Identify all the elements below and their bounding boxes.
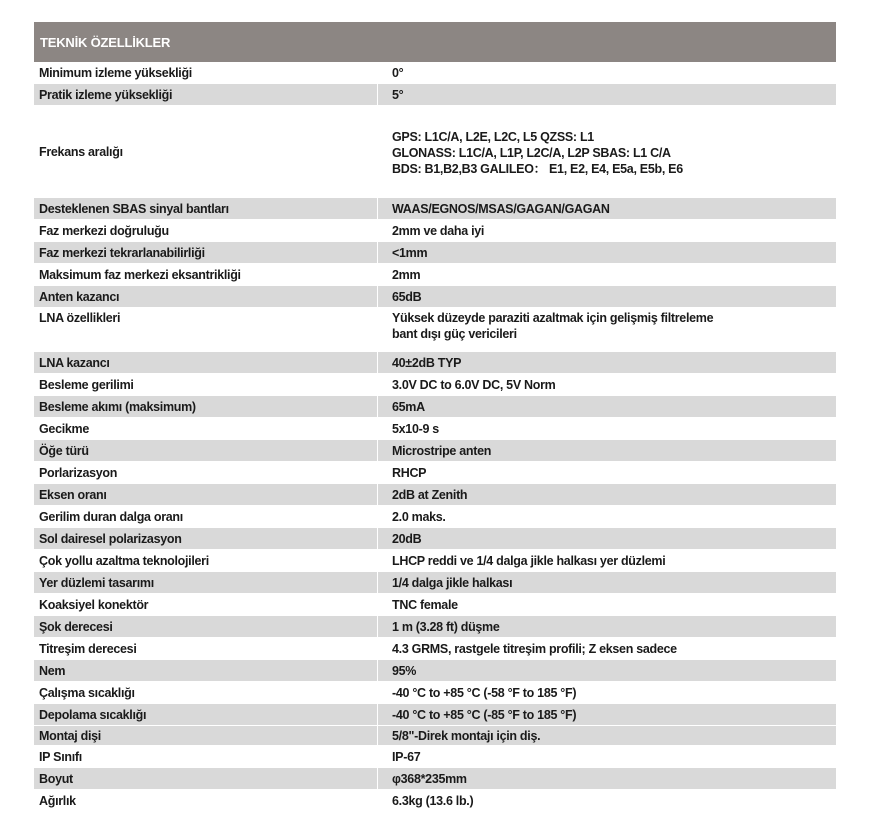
spec-value-line: Microstripe anten [392,443,492,458]
spec-value-line: Yüksek düzeyde paraziti azaltmak için gelişmiş filtreleme [392,311,714,325]
spec-row [34,352,836,374]
spec-row [34,198,836,220]
spec-value-line: 5/8"-Direk montajı için diş. [392,728,541,743]
spec-row [34,768,836,790]
spec-value [378,242,836,263]
spec-value-line: 4.3 GRMS, rastgele titreşim profili; Z eksen sadece [392,641,677,656]
spec-label: Gerilim duran dalga oranı [34,506,378,527]
spec-label: LNA özellikleri [34,308,378,351]
spec-value-line: 40±2dB TYP [392,355,462,370]
spec-value-line: 20dB [392,531,422,546]
spec-row [34,264,836,286]
spec-value-line: φ368*235mm [392,771,467,786]
spec-row [34,440,836,462]
spec-label: Besleme gerilimi [34,374,378,395]
spec-label: Maksimum faz merkezi eksantrikliği [34,264,378,285]
spec-label: Montaj dişi [34,726,378,745]
spec-label: Frekans aralığı [34,106,378,197]
spec-value-line: GLONASS: L1C/A, L1P, L2C/A, L2P SBAS: L1 C/A [392,145,671,160]
spec-value [378,660,836,681]
spec-row [34,84,836,106]
spec-label: Anten kazancı [34,286,378,307]
spec-row [34,374,836,396]
spec-label: Nem [34,660,378,681]
spec-value [378,352,836,373]
spec-value-line: 0° [392,65,404,80]
spec-label: Çok yollu azaltma teknolojileri [34,550,378,571]
spec-label: Titreşim derecesi [34,638,378,659]
spec-value [378,84,836,105]
spec-value [378,528,836,549]
spec-value-line: 1 m (3.28 ft) düşme [392,619,500,634]
spec-value [378,594,836,615]
spec-label: Faz merkezi tekrarlanabilirliği [34,242,378,263]
spec-row [34,594,836,616]
spec-value-line: RHCP [392,465,427,480]
spec-label: Koaksiyel konektör [34,594,378,615]
spec-value-line: WAAS/EGNOS/MSAS/GAGAN/GAGAN [392,201,610,216]
spec-label: Eksen oranı [34,484,378,505]
spec-value-line: TNC female [392,597,458,612]
spec-value-line: 3.0V DC to 6.0V DC, 5V Norm [392,377,556,392]
spec-row [34,572,836,594]
spec-value [378,682,836,703]
spec-value-line: BDS: B1,B2,B3 GALILEO： E1, E2, E4, E5a, E5b, E6 [392,161,683,176]
spec-value-line: 65dB [392,289,422,304]
spec-value-line: IP-67 [392,749,421,764]
spec-value-line: bant dışı güç vericileri [392,327,517,341]
spec-value-line: 2mm ve daha iyi [392,223,485,238]
spec-row [34,484,836,506]
spec-value [378,790,836,811]
spec-label: Besleme akımı (maksimum) [34,396,378,417]
spec-label: Sol dairesel polarizasyon [34,528,378,549]
spec-row [34,746,836,768]
spec-row [34,660,836,682]
spec-value [378,746,836,767]
spec-row [34,242,836,264]
spec-value [378,550,836,571]
spec-value-line: 1/4 dalga jikle halkası [392,575,513,590]
spec-value [378,62,836,83]
spec-row [34,62,836,84]
spec-value [378,106,836,197]
spec-label: Minimum izleme yüksekliği [34,62,378,83]
spec-value [378,462,836,483]
spec-row [34,396,836,418]
spec-value [378,484,836,505]
spec-value-line: 2dB at Zenith [392,487,468,502]
spec-value-line: -40 °C to +85 °C (-58 °F to 185 °F) [392,685,577,700]
spec-value [378,374,836,395]
spec-label: Öğe türü [34,440,378,461]
spec-rows [34,62,836,812]
spec-label: Desteklenen SBAS sinyal bantları [34,198,378,219]
spec-value-line: GPS: L1C/A, L2E, L2C, L5 QZSS: L1 [392,129,594,144]
spec-label: LNA kazancı [34,352,378,373]
spec-row [34,506,836,528]
spec-label: Çalışma sıcaklığı [34,682,378,703]
spec-value [378,506,836,527]
spec-value [378,198,836,219]
spec-label: Şok derecesi [34,616,378,637]
spec-value [378,768,836,789]
spec-row [34,550,836,572]
spec-value [378,440,836,461]
spec-value-line: <1mm [392,245,428,260]
spec-row [34,682,836,704]
spec-row [34,616,836,638]
spec-row [34,790,836,812]
spec-value [378,396,836,417]
spec-value-line: 6.3kg (13.6 lb.) [392,793,474,808]
spec-value [378,638,836,659]
spec-label: Porlarizasyon [34,462,378,483]
spec-value [378,726,836,745]
spec-label: Faz merkezi doğruluğu [34,220,378,241]
spec-row [34,286,836,308]
spec-row [34,638,836,660]
spec-row [34,462,836,484]
spec-value-line: 65mA [392,399,425,414]
spec-value [378,616,836,637]
spec-value [378,308,836,351]
spec-value [378,220,836,241]
spec-value [378,572,836,593]
spec-value-line: 95% [392,663,417,678]
spec-row [34,308,836,352]
spec-table [34,22,836,812]
spec-label: Gecikme [34,418,378,439]
spec-row [34,106,836,198]
spec-label: Pratik izleme yüksekliği [34,84,378,105]
spec-row [34,220,836,242]
spec-value [378,264,836,285]
spec-value [378,286,836,307]
spec-row [34,726,836,746]
spec-value-line: -40 °C to +85 °C (-85 °F to 185 °F) [392,707,577,722]
spec-table-title: TEKNİK ÖZELLİKLER [34,22,836,62]
spec-label: Boyut [34,768,378,789]
spec-label: Ağırlık [34,790,378,811]
spec-value-line: 5x10-9 s [392,421,439,436]
spec-value-line: 5° [392,87,404,102]
spec-label: Depolama sıcaklığı [34,704,378,725]
spec-label: Yer düzlemi tasarımı [34,572,378,593]
spec-value-line: LHCP reddi ve 1/4 dalga jikle halkası yer düzlemi [392,553,666,568]
spec-row [34,418,836,440]
spec-row [34,528,836,550]
spec-value-line: 2.0 maks. [392,509,446,524]
spec-label: IP Sınıfı [34,746,378,767]
spec-value-line: 2mm [392,267,421,282]
spec-value [378,418,836,439]
spec-value [378,704,836,725]
spec-row [34,704,836,726]
